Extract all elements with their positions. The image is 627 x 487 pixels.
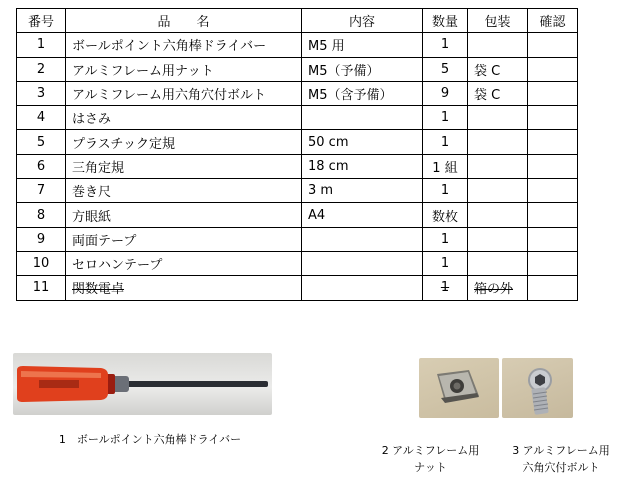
cell-no: 9 — [17, 227, 66, 251]
cell-pack — [468, 251, 528, 275]
cell-check — [528, 130, 578, 154]
cell-check — [528, 251, 578, 275]
cell-name: アルミフレーム用ナット — [66, 57, 302, 81]
table-row — [17, 81, 578, 105]
table-header-row — [17, 9, 578, 33]
hex-socket-bolt-icon — [502, 358, 573, 418]
cell-no: 11 — [17, 276, 66, 300]
cell-check — [528, 227, 578, 251]
cell-check — [528, 276, 578, 300]
cell-content — [302, 276, 423, 300]
caption-line: 1 ボールポイント六角棒ドライバー — [58, 433, 242, 446]
cell-qty: 1 — [423, 251, 468, 275]
cell-content — [302, 251, 423, 275]
table-row — [17, 154, 578, 178]
hex-socket-bolt-photo — [502, 358, 573, 418]
cell-qty: 1 組 — [423, 154, 468, 178]
cell-no: 8 — [17, 203, 66, 227]
caption-line: ナット — [414, 461, 447, 474]
screwdriver-icon — [13, 353, 272, 415]
cell-no: 2 — [17, 57, 66, 81]
cell-qty: 1 — [423, 33, 468, 57]
cell-pack — [468, 33, 528, 57]
cell-qty: 数枚 — [423, 203, 468, 227]
table-row — [17, 106, 578, 130]
cell-name: プラスチック定規 — [66, 130, 302, 154]
cell-qty: 9 — [423, 81, 468, 105]
table-row — [17, 179, 578, 203]
cell-content — [302, 106, 423, 130]
table-row — [17, 33, 578, 57]
table-row — [17, 227, 578, 251]
cell-qty: 1 — [423, 276, 468, 300]
cell-content — [302, 227, 423, 251]
cell-pack: 袋 C — [468, 57, 528, 81]
cell-check — [528, 81, 578, 105]
table-row — [17, 251, 578, 275]
cell-qty: 1 — [423, 179, 468, 203]
header-check: 確認 — [528, 9, 578, 33]
cell-no: 4 — [17, 106, 66, 130]
cell-check — [528, 106, 578, 130]
header-qty: 数量 — [423, 9, 468, 33]
cell-name: 関数電卓 — [66, 276, 302, 300]
cell-name: 巻き尺 — [66, 179, 302, 203]
cell-name: 両面テープ — [66, 227, 302, 251]
cell-no: 10 — [17, 251, 66, 275]
cell-pack — [468, 179, 528, 203]
header-content: 内容 — [302, 9, 423, 33]
cell-pack — [468, 106, 528, 130]
header-pack: 包装 — [468, 9, 528, 33]
cell-pack: 箱の外 — [468, 276, 528, 300]
cell-name: 三角定規 — [66, 154, 302, 178]
cell-check — [528, 57, 578, 81]
table-row — [17, 130, 578, 154]
cell-pack — [468, 227, 528, 251]
cell-check — [528, 179, 578, 203]
t-nut-photo — [419, 358, 499, 418]
table-row — [17, 203, 578, 227]
nut-caption — [368, 442, 493, 476]
header-no: 番号 — [17, 9, 66, 33]
cell-no: 7 — [17, 179, 66, 203]
cell-name: ボールポイント六角棒ドライバー — [66, 33, 302, 57]
t-nut-icon — [419, 358, 499, 418]
caption-line: 六角穴付ボルト — [522, 461, 600, 474]
cell-check — [528, 33, 578, 57]
cell-check — [528, 203, 578, 227]
screwdriver-photo — [13, 353, 272, 415]
screwdriver-caption — [30, 431, 270, 448]
cell-content: M5（予備） — [302, 57, 423, 81]
cell-content: 3 m — [302, 179, 423, 203]
cell-qty: 5 — [423, 57, 468, 81]
caption-line: 3 アルミフレーム用 — [512, 444, 610, 457]
cell-content: M5 用 — [302, 33, 423, 57]
cell-no: 1 — [17, 33, 66, 57]
caption-line: 2 アルミフレーム用 — [381, 444, 480, 457]
cell-content: A4 — [302, 203, 423, 227]
bolt-caption — [496, 442, 626, 476]
cell-no: 5 — [17, 130, 66, 154]
cell-name: はさみ — [66, 106, 302, 130]
cell-qty: 1 — [423, 227, 468, 251]
cell-name: セロハンテープ — [66, 251, 302, 275]
cell-qty: 1 — [423, 106, 468, 130]
cell-name: アルミフレーム用六角穴付ボルト — [66, 81, 302, 105]
cell-pack: 袋 C — [468, 81, 528, 105]
table-row-struck — [17, 276, 578, 300]
cell-check — [528, 154, 578, 178]
header-name: 品 名 — [66, 9, 302, 33]
cell-name: 方眼紙 — [66, 203, 302, 227]
table-row — [17, 57, 578, 81]
cell-content: 50 cm — [302, 130, 423, 154]
cell-content: M5（含予備） — [302, 81, 423, 105]
cell-pack — [468, 154, 528, 178]
cell-pack — [468, 203, 528, 227]
cell-qty: 1 — [423, 130, 468, 154]
cell-pack — [468, 130, 528, 154]
items-table — [16, 8, 578, 301]
cell-content: 18 cm — [302, 154, 423, 178]
cell-no: 3 — [17, 81, 66, 105]
cell-no: 6 — [17, 154, 66, 178]
